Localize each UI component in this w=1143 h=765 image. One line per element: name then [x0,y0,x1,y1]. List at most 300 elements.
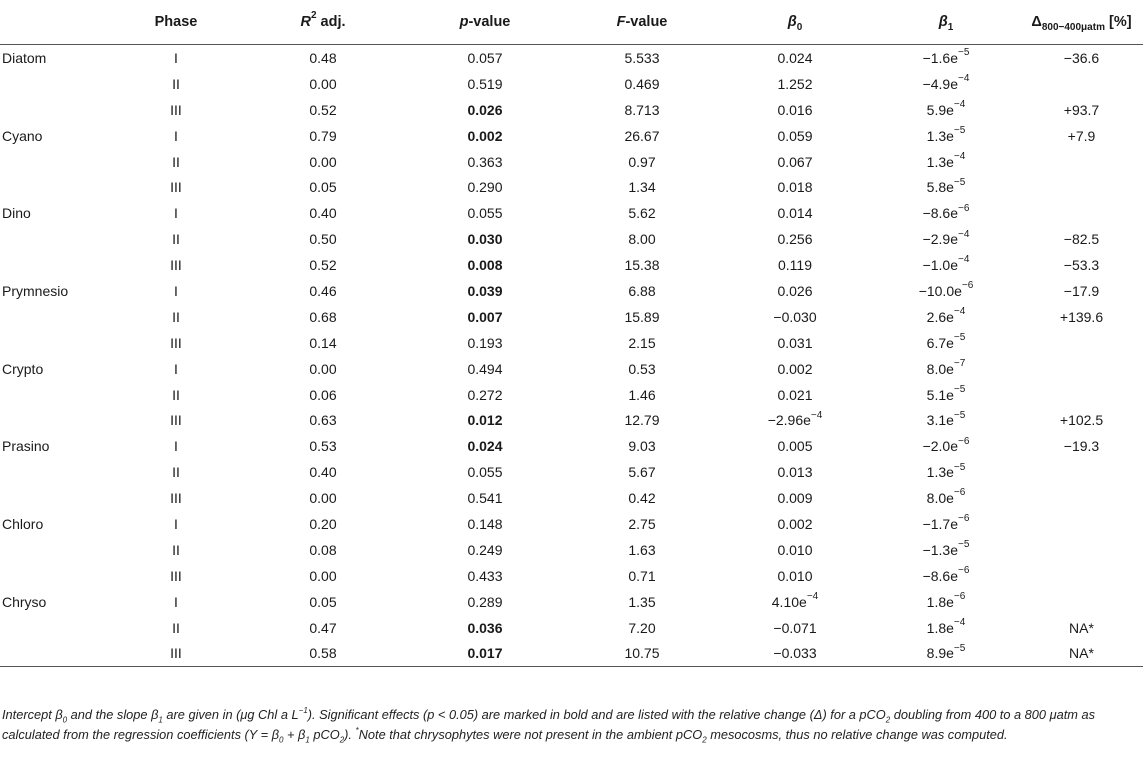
cell-beta1-value: 2.6e [926,308,954,325]
cell-p-value [404,356,566,382]
cell-beta1-exponent: −5 [953,332,966,344]
cell-f-value-value: 1.63 [628,541,656,558]
cell-beta1 [872,563,1020,589]
cell-group [0,174,110,200]
cell-group-value: Diatom [2,49,47,66]
cell-p-value-value: 0.057 [467,49,503,66]
cell-beta1-exponent: −6 [958,202,970,214]
cell-f-value-value: 8.713 [624,101,660,118]
cell-beta0 [718,537,872,563]
cell-r2 [242,330,404,356]
cell-beta0 [718,640,872,666]
caption-sup: * [355,725,359,735]
cell-group-value: Cyano [2,127,43,144]
cell-r2 [242,485,404,511]
cell-f-value [566,174,718,200]
cell-f-value [566,45,718,71]
caption-text: L [287,707,299,722]
cell-p-value [404,226,566,252]
cell-r2 [242,123,404,149]
cell-p-value-value: 0.148 [467,515,503,532]
cell-phase-value: III [170,412,182,429]
cell-group [0,123,110,149]
cell-beta0 [718,304,872,330]
cell-phase [110,563,242,589]
cell-group-value: Prymnesio [2,282,69,299]
caption-text: and the slope β [67,707,159,722]
cell-beta1 [872,407,1020,433]
cell-p-value-value: 0.290 [467,179,503,196]
cell-r2-value: 0.08 [309,541,337,558]
cell-f-value-value: 2.75 [628,515,656,532]
cell-p-value-value: 0.039 [467,282,503,299]
cell-beta0-value: 0.002 [777,360,813,377]
cell-group [0,304,110,330]
cell-delta [1020,45,1143,71]
cell-phase [110,640,242,666]
header-f-italic: F [616,14,626,30]
cell-f-value-value: 5.533 [624,49,660,66]
cell-delta-value: −82.5 [1063,231,1100,248]
header-delta-unit: [%] [1104,14,1132,30]
cell-p-value [404,71,566,97]
cell-beta0 [718,459,872,485]
cell-f-value [566,537,718,563]
cell-f-value [566,563,718,589]
table-row [0,71,1143,97]
cell-phase-value: III [170,101,182,118]
cell-r2 [242,97,404,123]
table-row [0,511,1143,537]
cell-beta0-value: 0.067 [777,153,813,170]
cell-beta0-value: −0.033 [773,645,817,662]
cell-group [0,252,110,278]
cell-p-value [404,45,566,71]
cell-beta1 [872,459,1020,485]
cell-beta1-exponent: −4 [953,99,966,111]
cell-delta-value: −17.9 [1063,282,1100,299]
cell-beta1 [872,330,1020,356]
cell-group [0,537,110,563]
cell-phase-value: I [174,360,178,377]
cell-beta1 [872,123,1020,149]
cell-beta1-exponent: −5 [953,409,966,421]
table-row [0,174,1143,200]
cell-p-value-value: 0.026 [467,101,503,118]
table-row [0,459,1143,485]
cell-f-value-value: 1.34 [628,179,656,196]
cell-beta1-value: 8.0e [926,490,954,507]
cell-p-value [404,149,566,175]
cell-f-value [566,511,718,537]
cell-beta0 [718,97,872,123]
cell-p-value [404,511,566,537]
cell-r2-value: 0.58 [309,645,337,662]
cell-beta1-exponent: −5 [953,461,966,473]
cell-phase [110,511,242,537]
cell-f-value [566,382,718,408]
table-row [0,200,1143,226]
table-row [0,382,1143,408]
cell-f-value [566,97,718,123]
cell-phase-value: II [172,231,180,248]
cell-r2-value: 0.00 [309,360,337,377]
cell-phase-value: II [172,75,180,92]
cell-r2 [242,640,404,666]
caption-text: mesocosms, thus no relative change was computed. [706,727,1008,742]
cell-f-value-value: 26.67 [624,127,660,144]
cell-group [0,511,110,537]
cell-beta1 [872,304,1020,330]
cell-f-value-value: 15.38 [624,257,660,274]
cell-delta [1020,511,1143,537]
cell-p-value [404,537,566,563]
cell-f-value [566,71,718,97]
cell-beta0 [718,226,872,252]
cell-group [0,485,110,511]
cell-r2-value: 0.40 [309,464,337,481]
cell-beta0 [718,174,872,200]
cell-r2 [242,71,404,97]
cell-f-value [566,330,718,356]
cell-r2-value: 0.50 [309,231,337,248]
cell-beta1-exponent: −6 [953,590,966,602]
cell-beta1-value: 1.8e [926,619,954,636]
cell-phase [110,330,242,356]
caption-text: ). Significant effects (p < 0.05) are marked in bold and are listed with the relative change (Δ) for a pCO [307,707,886,722]
caption-sub: 2 [339,735,345,745]
cell-group [0,407,110,433]
cell-group [0,330,110,356]
header-p [404,0,566,45]
cell-r2 [242,433,404,459]
header-delta-symbol: Δ [1031,14,1042,30]
header-beta1 [872,0,1020,45]
table-row [0,407,1143,433]
caption-text: a [280,707,288,722]
header-delta-sub: 800−400μatm [1041,21,1105,33]
header-delta [1020,0,1143,45]
cell-p-value-value: 0.007 [467,308,503,325]
table-row [0,485,1143,511]
cell-beta1 [872,174,1020,200]
cell-beta1-exponent: −6 [953,487,966,499]
cell-beta1-exponent: −5 [953,642,966,654]
cell-beta1-exponent: −4 [953,150,966,162]
header-group [0,0,110,45]
cell-beta0 [718,252,872,278]
cell-f-value [566,407,718,433]
cell-group [0,356,110,382]
cell-group [0,200,110,226]
cell-delta [1020,174,1143,200]
cell-beta0 [718,123,872,149]
cell-phase [110,278,242,304]
cell-group-value: Dino [2,205,31,222]
cell-p-value [404,97,566,123]
cell-phase [110,71,242,97]
cell-f-value-value: 1.46 [628,386,656,403]
cell-beta1 [872,589,1020,615]
cell-group [0,226,110,252]
cell-phase [110,149,242,175]
cell-r2 [242,149,404,175]
cell-group-value: Chryso [2,593,47,610]
cell-phase-value: I [174,282,178,299]
cell-beta1 [872,511,1020,537]
cell-beta0 [718,45,872,71]
cell-beta1-value: −8.6e [922,205,959,222]
cell-beta0 [718,330,872,356]
cell-f-value [566,485,718,511]
cell-p-value [404,640,566,666]
cell-f-value-value: 0.469 [624,75,660,92]
cell-beta0-value: 0.009 [777,490,813,507]
cell-beta0-value: −0.071 [773,619,817,636]
cell-beta0-value: 0.013 [777,464,813,481]
cell-r2 [242,200,404,226]
cell-beta0 [718,382,872,408]
header-p-suffix: -value [468,14,511,30]
cell-beta1 [872,252,1020,278]
cell-r2 [242,45,404,71]
cell-beta1-value: 3.1e [926,412,954,429]
cell-f-value-value: 5.62 [628,205,656,222]
cell-f-value-value: 2.15 [628,334,656,351]
table-row [0,330,1143,356]
cell-group [0,97,110,123]
cell-delta [1020,200,1143,226]
table-caption [2,705,1140,745]
cell-phase [110,174,242,200]
cell-r2 [242,511,404,537]
caption-text: are given in (μg Chl [162,707,281,722]
cell-delta [1020,97,1143,123]
cell-p-value-value: 0.055 [467,464,503,481]
cell-beta0 [718,200,872,226]
cell-r2 [242,226,404,252]
cell-beta1-value: 1.3e [926,464,954,481]
cell-delta-value: +139.6 [1059,308,1104,325]
cell-beta1 [872,615,1020,641]
cell-f-value [566,278,718,304]
cell-delta [1020,356,1143,382]
cell-delta [1020,252,1143,278]
cell-delta [1020,485,1143,511]
cell-beta1-exponent: −6 [958,435,970,447]
cell-p-value [404,330,566,356]
cell-r2-value: 0.68 [309,308,337,325]
caption-text: ). [344,727,356,742]
table-row [0,149,1143,175]
cell-beta1-value: 1.8e [926,593,954,610]
header-beta1-symbol: β [938,14,948,30]
cell-delta [1020,71,1143,97]
cell-beta1-value: 8.0e [926,360,954,377]
cell-f-value [566,149,718,175]
cell-beta0-value: 0.024 [777,49,813,66]
cell-phase-value: I [174,205,178,222]
cell-r2-value: 0.52 [309,101,337,118]
header-r2-base: R [300,14,311,30]
cell-beta0 [718,356,872,382]
cell-phase [110,537,242,563]
cell-p-value [404,589,566,615]
cell-group [0,382,110,408]
header-beta1-sub: 1 [947,21,954,33]
cell-f-value-value: 12.79 [624,412,660,429]
cell-p-value [404,200,566,226]
cell-delta-value: +7.9 [1067,127,1096,144]
cell-r2-value: 0.00 [309,567,337,584]
caption-sup: −1 [298,705,308,715]
cell-beta1-exponent: −6 [961,280,974,292]
cell-beta1 [872,226,1020,252]
cell-f-value [566,433,718,459]
cell-delta [1020,459,1143,485]
cell-r2-value: 0.20 [309,515,337,532]
table-row [0,433,1143,459]
cell-beta0-value: −0.030 [773,308,817,325]
cell-delta [1020,640,1143,666]
cell-beta1-value: 8.9e [926,645,954,662]
cell-phase [110,226,242,252]
cell-r2-value: 0.53 [309,438,337,455]
caption-text: doubling from 400 to a 800 μatm as calculated from the regression coefficients (Y = β [2,707,1095,742]
header-beta0-sub: 0 [796,21,803,33]
cell-f-value-value: 0.53 [628,360,656,377]
cell-p-value-value: 0.036 [467,619,503,636]
cell-f-value-value: 7.20 [628,619,656,636]
cell-r2-value: 0.48 [309,49,337,66]
header-phase [110,0,242,45]
header-f-suffix: -value [625,14,668,30]
header-beta0-symbol: β [787,14,797,30]
cell-p-value [404,459,566,485]
cell-beta1 [872,278,1020,304]
cell-delta [1020,433,1143,459]
cell-r2 [242,537,404,563]
cell-phase [110,304,242,330]
cell-beta1-exponent: −4 [958,254,970,266]
cell-r2-value: 0.40 [309,205,337,222]
cell-beta1-exponent: −6 [958,565,970,577]
cell-beta1-value: −8.6e [922,567,959,584]
cell-delta-value: NA* [1069,619,1094,636]
cell-group [0,149,110,175]
cell-beta0-value: 0.010 [777,541,813,558]
cell-phase-value: II [172,386,180,403]
cell-f-value [566,615,718,641]
cell-beta1-exponent: −5 [953,124,966,136]
cell-r2 [242,278,404,304]
cell-beta0 [718,511,872,537]
caption-text: Note that chrysophytes were not present in the ambient pCO [358,727,703,742]
cell-phase-value: III [170,645,182,662]
cell-beta1-exponent: −7 [953,357,966,369]
cell-r2 [242,589,404,615]
header-r2-sup: 2 [310,10,317,22]
header-phase-label: Phase [154,14,198,30]
cell-p-value-value: 0.002 [467,127,503,144]
header-r2-suffix: adj. [316,14,346,30]
cell-delta [1020,304,1143,330]
cell-p-value-value: 0.289 [467,593,503,610]
cell-beta1 [872,97,1020,123]
cell-beta1 [872,537,1020,563]
cell-r2 [242,382,404,408]
cell-delta-value: −53.3 [1063,257,1100,274]
cell-beta1-value: 5.9e [926,101,954,118]
cell-phase-value: I [174,127,178,144]
cell-r2 [242,407,404,433]
cell-f-value [566,459,718,485]
cell-beta1-value: −4.9e [922,75,959,92]
cell-beta1 [872,149,1020,175]
cell-beta0 [718,563,872,589]
cell-delta [1020,123,1143,149]
cell-p-value-value: 0.249 [467,541,503,558]
cell-beta0 [718,407,872,433]
cell-phase-value: I [174,593,178,610]
cell-group [0,278,110,304]
cell-group [0,589,110,615]
table-row [0,278,1143,304]
cell-group [0,71,110,97]
cell-p-value-value: 0.008 [467,257,503,274]
cell-beta1 [872,640,1020,666]
cell-phase [110,97,242,123]
cell-beta0 [718,71,872,97]
cell-phase [110,485,242,511]
cell-beta0-value: 0.119 [778,257,812,274]
caption-sub: 2 [702,735,707,745]
table-row [0,615,1143,641]
cell-r2 [242,252,404,278]
cell-beta1-exponent: −4 [953,616,966,628]
cell-beta0 [718,589,872,615]
cell-r2-value: 0.63 [309,412,337,429]
cell-beta0 [718,433,872,459]
cell-beta0 [718,278,872,304]
cell-beta1 [872,433,1020,459]
cell-phase [110,407,242,433]
caption-sub: 1 [158,715,163,725]
cell-r2 [242,304,404,330]
cell-beta0-exponent: −4 [810,409,823,421]
cell-p-value-value: 0.030 [467,231,503,248]
table-row [0,356,1143,382]
table-row [0,97,1143,123]
cell-f-value-value: 1.35 [628,593,656,610]
cell-p-value-value: 0.017 [467,645,503,662]
cell-phase-value: III [170,567,182,584]
table-row [0,589,1143,615]
cell-phase [110,45,242,71]
cell-p-value-value: 0.012 [467,412,503,429]
cell-beta1-value: −1.3e [922,541,959,558]
cell-delta [1020,149,1143,175]
cell-r2-value: 0.05 [309,593,337,610]
cell-beta1-value: −1.7e [922,515,959,532]
cell-beta1-value: −1.6e [922,49,959,66]
cell-group [0,433,110,459]
cell-phase-value: III [170,179,182,196]
cell-beta0-value: 0.256 [777,231,813,248]
cell-delta [1020,589,1143,615]
cell-phase [110,123,242,149]
cell-r2-value: 0.46 [309,282,337,299]
